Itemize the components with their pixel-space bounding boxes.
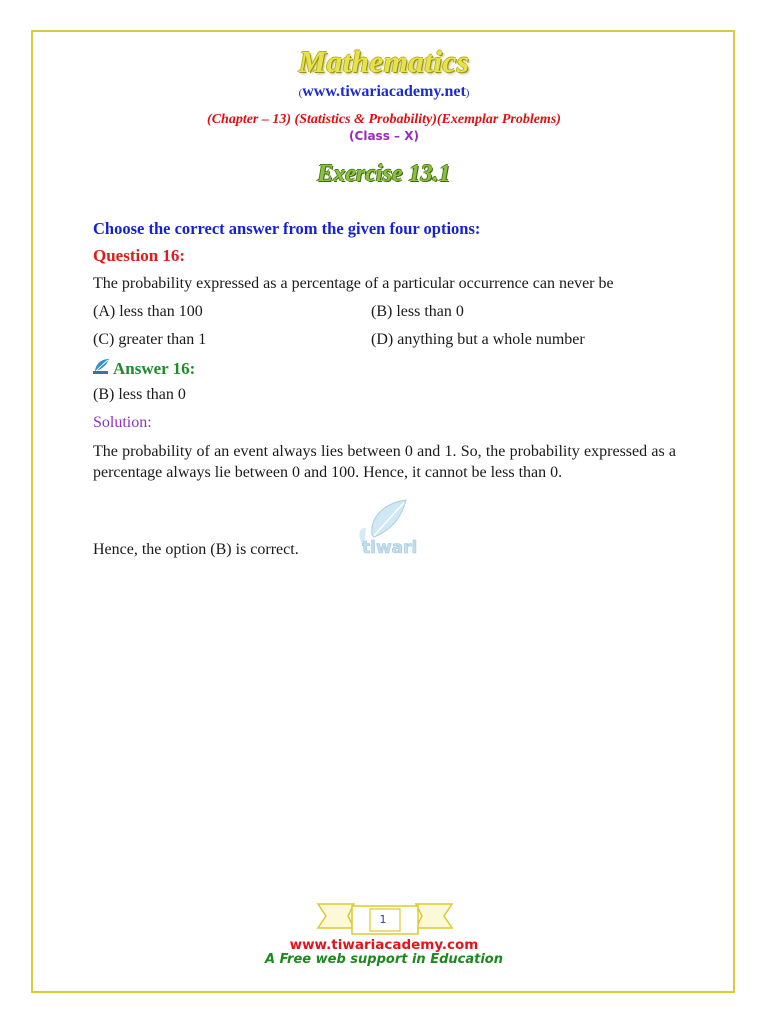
- tiwari-leaf-icon: [92, 358, 111, 380]
- instruction: Choose the correct answer from the given four options:: [93, 219, 481, 238]
- option-b: (B) less than 0: [371, 303, 464, 320]
- question-label: Question 16:: [93, 246, 186, 265]
- class-label: (Class – X): [349, 129, 419, 143]
- footer-url[interactable]: www.tiwariacademy.com: [289, 937, 479, 953]
- site-url: [0, 83, 768, 101]
- option-c: (C) greater than 1: [93, 331, 207, 348]
- option-d: (D) anything but a whole number: [371, 331, 585, 348]
- site-url-text: www.tiwariacademy.net: [302, 83, 466, 100]
- footer-tagline: A Free web support in Education: [265, 952, 503, 967]
- answer-label: Answer 16:: [113, 359, 196, 378]
- conclusion-text: Hence, the option (B) is correct.: [93, 541, 299, 558]
- watermark-text: tiwari: [362, 538, 418, 557]
- site-url-open-paren: (: [298, 87, 303, 99]
- site-url-close-paren: ): [465, 87, 470, 99]
- answer-heading: [92, 358, 195, 380]
- tiwari-watermark-logo: [354, 497, 420, 562]
- solution-label: Solution:: [93, 414, 152, 431]
- answer-text: (B) less than 0: [93, 386, 186, 403]
- exercise-heading: Exercise 13.1: [317, 161, 451, 187]
- option-a: (A) less than 100: [93, 303, 203, 320]
- page-title: Mathematics: [298, 44, 470, 79]
- solution-paragraph: The probability of an event always lies between 0 and 1. So, the probability expressed as a percentage always lie between 0 and 100. Hence, it cannot be less than 0.: [93, 443, 676, 481]
- question-text: The probability expressed as a percentage of a particular occurrence can never be: [93, 275, 614, 292]
- chapter-heading: (Chapter – 13) (Statistics & Probability)(Exemplar Problems): [207, 112, 561, 127]
- page-number: 1: [379, 913, 387, 926]
